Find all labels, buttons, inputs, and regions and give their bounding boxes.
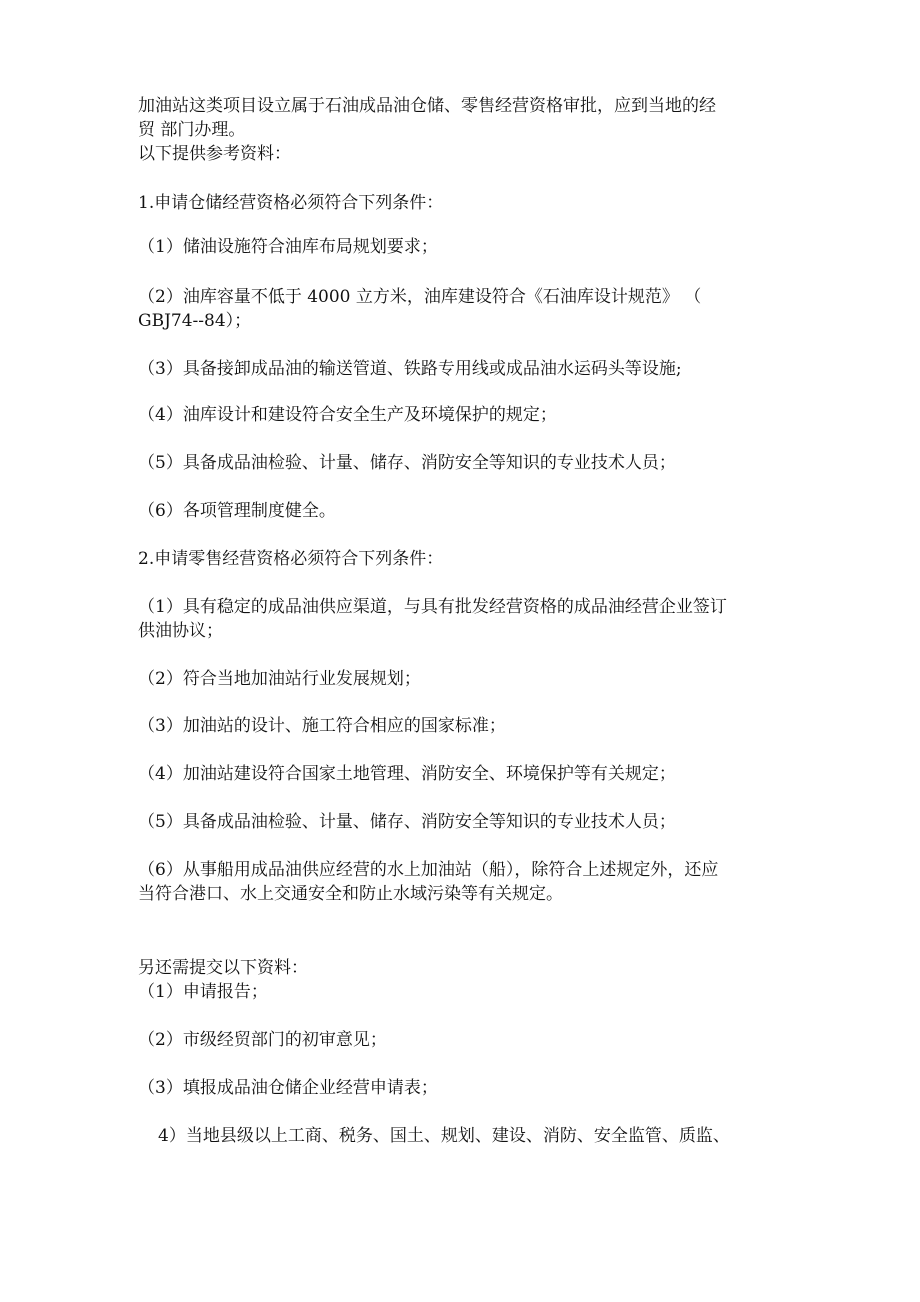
- intro-line-3: 以下提供参考资料：: [138, 144, 291, 164]
- section-2-item-1-line-2: 供油协议；: [138, 621, 223, 641]
- section-3-item-1: （1）申请报告；: [138, 982, 268, 1002]
- section-2-item-6-line-2: 当符合港口、水上交通安全和防止水域污染等有关规定。: [138, 884, 563, 904]
- section-3-item-4: 4）当地县级以上工商、税务、国土、规划、建设、消防、安全监管、质监、: [158, 1126, 730, 1146]
- section-1-item-5: （5）具备成品油检验、计量、储存、消防安全等知识的专业技术人员；: [138, 453, 676, 473]
- intro-line-1: 加油站这类项目设立属于石油成品油仓储、零售经营资格审批，应到当地的经: [138, 96, 716, 116]
- section-1-item-6: （6）各项管理制度健全。: [138, 501, 336, 521]
- section-1-item-3: （3）具备接卸成品油的输送管道、铁路专用线或成品油水运码头等设施;: [138, 359, 682, 379]
- section-3-heading: 另还需提交以下资料：: [138, 958, 308, 978]
- section-3-item-2: （2）市级经贸部门的初审意见；: [138, 1030, 387, 1050]
- intro-line-2: 贸 部门办理。: [138, 120, 246, 140]
- section-1-item-4: （4）油库设计和建设符合安全生产及环境保护的规定；: [138, 405, 557, 425]
- section-1-heading: 1.申请仓储经营资格必须符合下列条件：: [138, 193, 444, 213]
- section-1-item-1: （1）储油设施符合油库布局规划要求；: [138, 237, 438, 257]
- section-2-item-4: （4）加油站建设符合国家土地管理、消防安全、环境保护等有关规定；: [138, 764, 676, 784]
- section-2-item-2: （2）符合当地加油站行业发展规划；: [138, 669, 421, 689]
- section-2-heading: 2.申请零售经营资格必须符合下列条件：: [138, 549, 444, 569]
- section-3-item-3: （3）填报成品油仓储企业经营申请表；: [138, 1078, 438, 1098]
- section-2-item-3: （3）加油站的设计、施工符合相应的国家标准；: [138, 716, 506, 736]
- section-2-item-6-line-1: （6）从事船用成品油供应经营的水上加油站（船），除符合上述规定外，还应: [138, 860, 719, 880]
- section-1-item-2-line-1: （2）油库容量不低于 4000 立方米，油库建设符合《石油库设计规范》 （: [138, 287, 702, 307]
- section-2-item-1-line-1: （1）具有稳定的成品油供应渠道，与具有批发经营资格的成品油经营企业签订: [138, 597, 727, 617]
- section-2-item-5: （5）具备成品油检验、计量、储存、消防安全等知识的专业技术人员；: [138, 812, 676, 832]
- section-1-item-2-line-2: GBJ74--84）；: [138, 311, 252, 331]
